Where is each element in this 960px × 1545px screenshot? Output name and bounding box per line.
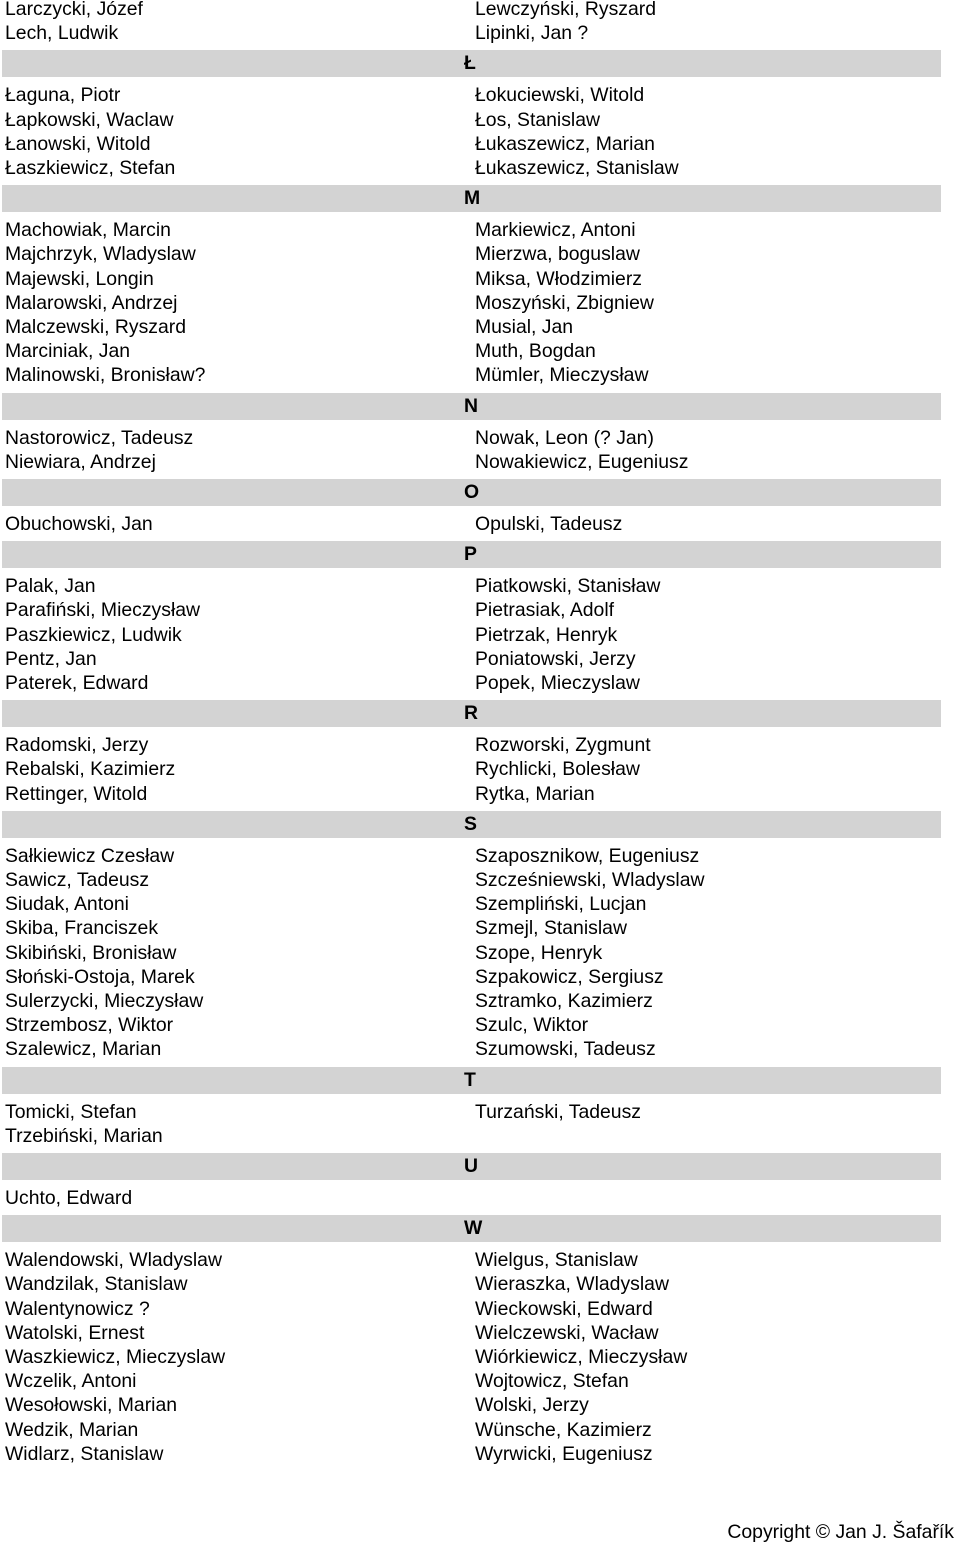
name-row <box>0 1013 960 1037</box>
left-name: Skibiński, Bronisław <box>5 941 177 964</box>
right-name: Łokuciewski, Witold <box>475 84 645 107</box>
section-letter: W <box>464 1217 483 1240</box>
name-row <box>0 1297 960 1321</box>
left-name: Łaszkiewicz, Stefan <box>5 157 176 179</box>
right-name: Rychlicki, Bolesław <box>475 758 640 781</box>
section-header <box>2 393 941 420</box>
left-name: Paszkiewicz, Ludwik <box>5 623 182 646</box>
section-header <box>2 541 941 568</box>
right-name: Wieraszka, Wladyslaw <box>475 1273 669 1296</box>
name-row <box>0 1272 960 1296</box>
name-row <box>0 339 960 363</box>
right-name: Wyrwicki, Eugeniusz <box>475 1442 653 1465</box>
name-row <box>0 1418 960 1442</box>
section-letter: Ł <box>464 52 476 75</box>
left-name: Parafiński, Mieczysław <box>5 599 201 622</box>
right-name: Rytka, Marian <box>475 782 595 805</box>
right-name: Szumowski, Tadeusz <box>475 1038 656 1061</box>
section-letter: U <box>464 1155 479 1177</box>
right-name: Turzański, Tadeusz <box>475 1100 641 1123</box>
right-name: Wielgus, Stanislaw <box>475 1249 638 1272</box>
name-row <box>0 363 960 387</box>
right-name: Poniatowski, Jerzy <box>475 647 636 670</box>
left-name: Wesołowski, Marian <box>5 1394 178 1417</box>
name-row <box>0 623 960 647</box>
left-name: Rebalski, Kazimierz <box>5 758 176 781</box>
right-name: Szempliński, Lucjan <box>475 893 647 916</box>
section-header <box>2 50 941 77</box>
left-name: Siudak, Antoni <box>5 893 129 916</box>
name-row <box>0 1369 960 1393</box>
section-letter: T <box>464 1068 476 1091</box>
section-header <box>2 700 941 727</box>
right-name: Lewczyński, Ryszard <box>475 0 657 20</box>
name-row <box>0 1393 960 1417</box>
left-name: Sulerzycki, Mieczysław <box>5 990 204 1012</box>
name-row <box>0 1345 960 1369</box>
left-name: Słoński-Ostoja, Marek <box>5 965 195 988</box>
name-row <box>0 0 960 21</box>
left-name: Malarowski, Andrzej <box>5 291 178 314</box>
name-row <box>0 315 960 339</box>
name-row <box>0 782 960 806</box>
name-row <box>0 671 960 695</box>
right-name: Łukaszewicz, Stanislaw <box>475 157 679 179</box>
left-name: Uchto, Edward <box>5 1187 133 1209</box>
section-header <box>2 1153 941 1180</box>
left-name: Rettinger, Witold <box>5 782 148 805</box>
section-letter: N <box>464 394 479 417</box>
right-name: Sztramko, Kazimierz <box>475 990 653 1012</box>
right-name: Wojtowicz, Stefan <box>475 1370 629 1393</box>
name-row <box>0 598 960 622</box>
right-name: Mierzwa, boguslaw <box>475 243 640 266</box>
name-row <box>0 574 960 598</box>
name-row <box>0 132 960 156</box>
left-name: Tomicki, Stefan <box>5 1100 137 1123</box>
name-row <box>0 108 960 132</box>
name-row <box>0 218 960 242</box>
name-row <box>0 989 960 1013</box>
section-header <box>2 1067 941 1094</box>
name-row <box>0 1186 960 1210</box>
name-row <box>0 733 960 757</box>
section-header <box>2 811 941 838</box>
left-name: Marciniak, Jan <box>5 340 131 363</box>
name-row <box>0 242 960 266</box>
left-name: Szalewicz, Marian <box>5 1038 162 1061</box>
left-name: Strzembosz, Wiktor <box>5 1014 174 1037</box>
left-name: Larczycki, Józef <box>5 0 143 20</box>
right-name: Wielczewski, Wacław <box>475 1321 659 1344</box>
name-row <box>0 450 960 474</box>
left-name: Lech, Ludwik <box>5 22 119 45</box>
name-row <box>0 892 960 916</box>
left-name: Majewski, Longin <box>5 267 154 290</box>
right-name: Szope, Henryk <box>475 941 603 964</box>
name-row <box>0 868 960 892</box>
right-name: Łukaszewicz, Marian <box>475 132 655 155</box>
left-name: Radomski, Jerzy <box>5 734 149 757</box>
name-row <box>0 21 960 45</box>
left-name: Walendowski, Wladyslaw <box>5 1249 222 1272</box>
name-row <box>0 156 960 180</box>
left-name: Łapkowski, Waclaw <box>5 108 174 131</box>
name-row <box>0 647 960 671</box>
name-row <box>0 512 960 536</box>
name-row <box>0 267 960 291</box>
right-name: Szmejl, Stanislaw <box>475 917 627 940</box>
right-name: Rozworski, Zygmunt <box>475 734 651 757</box>
right-name: Wieckowski, Edward <box>475 1297 653 1320</box>
right-name: Mümler, Mieczysław <box>475 364 649 387</box>
left-name: Palak, Jan <box>5 575 96 598</box>
right-name: Szaposznikow, Eugeniusz <box>475 844 700 867</box>
name-row <box>0 1100 960 1124</box>
name-row <box>0 83 960 107</box>
section-letter: R <box>464 702 479 725</box>
right-name: Markiewicz, Antoni <box>475 219 636 242</box>
left-name: Malczewski, Ryszard <box>5 316 187 338</box>
section-header <box>2 479 941 506</box>
section-header <box>2 1215 941 1242</box>
right-name: Wiórkiewicz, Mieczysław <box>475 1346 688 1368</box>
right-name: Wolski, Jerzy <box>475 1394 589 1417</box>
right-name: Łos, Stanislaw <box>475 108 601 131</box>
left-name: Sawicz, Tadeusz <box>5 869 150 891</box>
left-name: Widlarz, Stanislaw <box>5 1442 164 1465</box>
left-name: Wedzik, Marian <box>5 1418 139 1441</box>
right-name: Wünsche, Kazimierz <box>475 1418 652 1441</box>
left-name: Walentynowicz ? <box>5 1297 150 1320</box>
right-name: Szpakowicz, Sergiusz <box>475 965 664 988</box>
section-letter: P <box>464 543 477 566</box>
right-name: Nowakiewicz, Eugeniusz <box>475 450 689 473</box>
left-name: Malinowski, Bronisław? <box>5 364 206 387</box>
name-row <box>0 1037 960 1061</box>
right-name: Pietrzak, Henryk <box>475 623 618 646</box>
name-row <box>0 1124 960 1148</box>
right-name: Opulski, Tadeusz <box>475 513 623 535</box>
copyright-notice: Copyright © Jan J. Šafařík <box>727 1521 954 1543</box>
left-name: Obuchowski, Jan <box>5 513 153 535</box>
right-name: Muth, Bogdan <box>475 340 596 363</box>
left-name: Niewiara, Andrzej <box>5 450 156 473</box>
left-name: Pentz, Jan <box>5 647 97 670</box>
name-row <box>0 916 960 940</box>
name-row <box>0 965 960 989</box>
name-row <box>0 426 960 450</box>
name-row <box>0 844 960 868</box>
name-row <box>0 757 960 781</box>
section-header <box>2 185 941 212</box>
left-name: Nastorowicz, Tadeusz <box>5 426 194 449</box>
section-letter: O <box>464 481 480 503</box>
name-row <box>0 291 960 315</box>
right-name: Szulc, Wiktor <box>475 1014 589 1037</box>
right-name: Popek, Mieczyslaw <box>475 672 640 694</box>
left-name: Sałkiewicz Czesław <box>5 844 175 867</box>
name-row <box>0 941 960 965</box>
left-name: Łaguna, Piotr <box>5 84 121 107</box>
name-row <box>0 1321 960 1345</box>
section-letter: M <box>464 187 481 210</box>
left-name: Majchrzyk, Wladyslaw <box>5 243 196 266</box>
right-name: Piatkowski, Stanisław <box>475 575 661 598</box>
left-name: Wczelik, Antoni <box>5 1370 137 1393</box>
section-letter: S <box>464 812 477 835</box>
right-name: Miksa, Włodzimierz <box>475 267 642 290</box>
left-name: Machowiak, Marcin <box>5 219 171 242</box>
left-name: Watolski, Ernest <box>5 1321 145 1344</box>
left-name: Łanowski, Witold <box>5 132 151 155</box>
left-name: Wandzilak, Stanislaw <box>5 1273 188 1296</box>
right-name: Moszyński, Zbigniew <box>475 291 654 314</box>
left-name: Trzebiński, Marian <box>5 1124 163 1147</box>
right-name: Lipinki, Jan ? <box>475 22 589 45</box>
left-name: Skiba, Franciszek <box>5 917 159 940</box>
left-name: Paterek, Edward <box>5 672 149 694</box>
right-name: Musial, Jan <box>475 316 574 338</box>
name-row <box>0 1248 960 1272</box>
right-name: Szcześniewski, Wladyslaw <box>475 869 705 891</box>
right-name: Pietrasiak, Adolf <box>475 599 615 622</box>
name-row <box>0 1442 960 1466</box>
right-name: Nowak, Leon (? Jan) <box>475 426 654 449</box>
left-name: Waszkiewicz, Mieczyslaw <box>5 1346 226 1368</box>
